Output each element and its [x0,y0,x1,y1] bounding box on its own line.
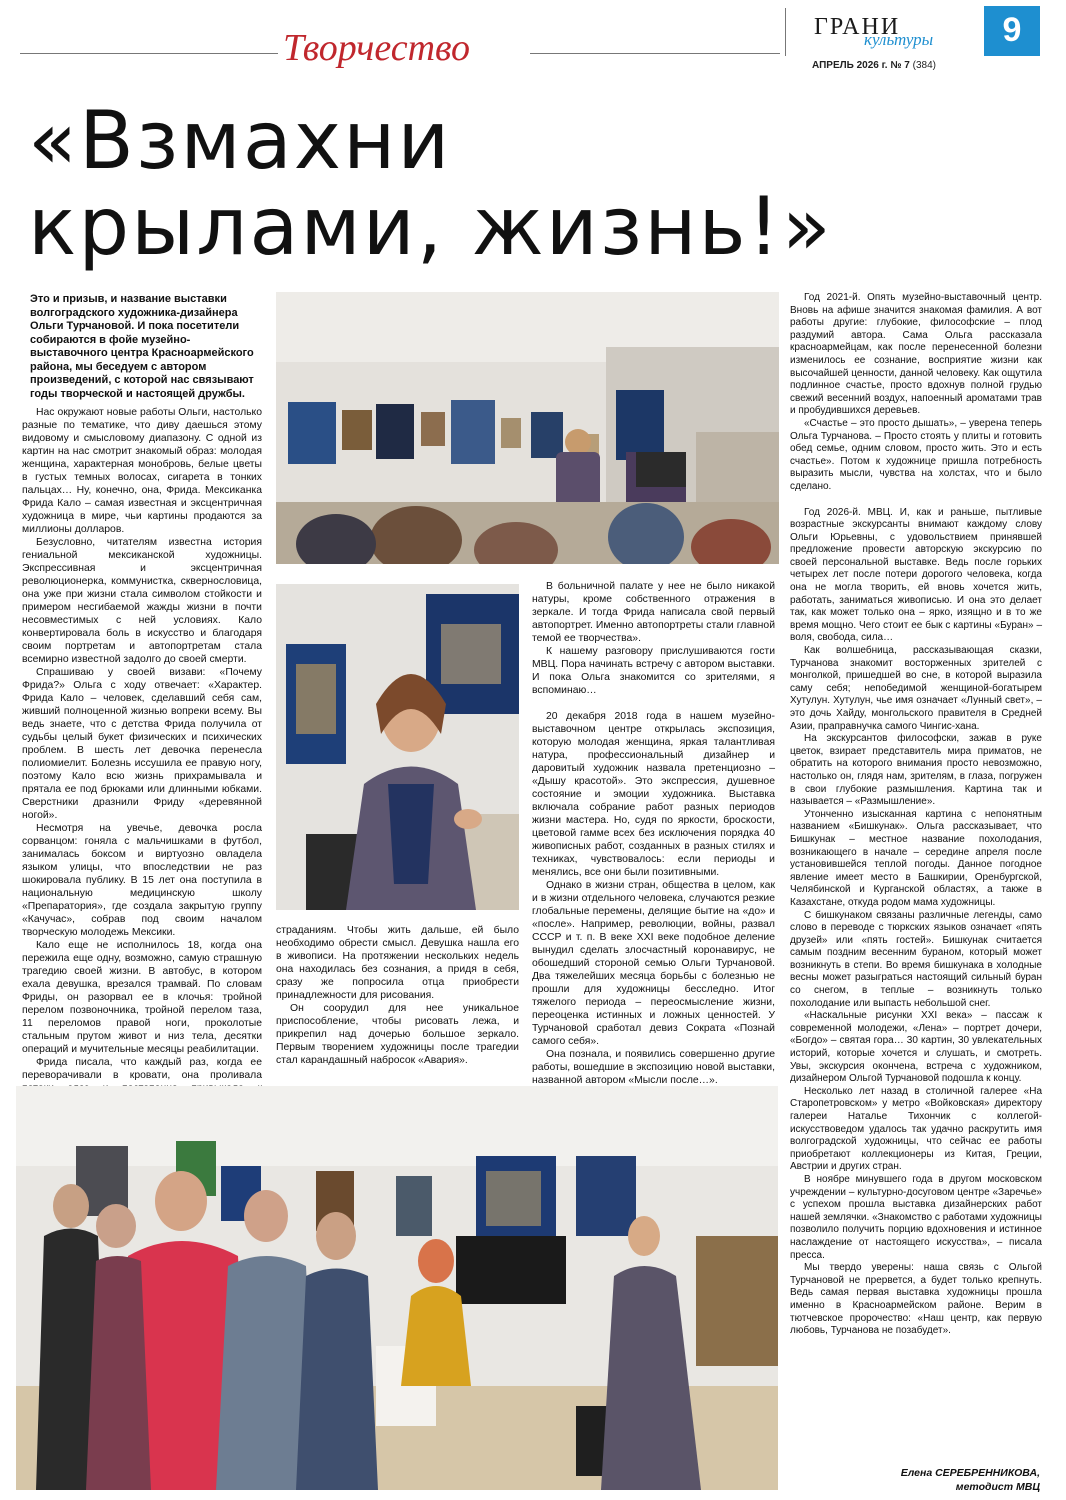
paragraph: «Счастье – это просто дышать», – уверена теперь Ольга Турчанова. – Просто стоять у плиты и готовить обед семье, одним словом, просто жить. Это и есть счастье». Потом к художнице пришла потребность выразить мысли, чувства на холстах, что и было сделано. [790,417,1042,492]
logo-main-text: ГРАНИ [814,14,901,40]
paragraph: Как волшебница, рассказывающая сказки, Турчанова знакомит восторженных зрителей с монголкой, пришедшей во сне, в которой выразила саму себя; непобедимой женщиной-богатырем Хутулун. Хутулун, чье имя означает «Лунный свет», – это дочь Хайду, монгольского правителя в Средней Азии, праправнучка самого Чингис-хана. [790,645,1042,732]
paragraph: 20 декабря 2018 года в нашем музейно-выставочном центре открылась экспозиция, которую молодая женщина, яркая талантливая натура, профессиональный дизайнер и даровитый художник назвала претенциозно – «Дышу красотой». Это экспрессия, душевное состояние и эмоции художника. Выставка включала собрание работ разных периодов жизни мастера. Но, судя по яркости, броскости, цветовой гамме всех без исключения порядка 40 живописных работ, созданных в разных стилях и техниках, чувствовалось: если периоды и менялись, все они были позитивными. [532,711,775,878]
photo-artist [276,584,519,910]
paragraph: В ноябре минувшего года в другом московском учреждении – культурно-досуговом центре «Заречье» с успехом прошла выставка дизайнерских работ нашей землячки. «Знакомство с работами художницы позволило получить порцию вдохновения и истинное наслаждение от настоящего искусства», – писала пресса. [790,1173,1042,1261]
header-rule-right [530,53,780,54]
paragraph: В больничной палате у нее не было никакой натуры, кроме собственного отражения в зеркале. И тогда Фрида написала свой первый автопортрет. Именно автопортреты стали главной темой ее творчества». [532,581,775,644]
photo-excursion [16,1086,778,1490]
photo-presentation-image [276,292,779,564]
section-rubric: Творчество [283,27,471,69]
paragraph: «Наскальные рисунки XXI века» – пассаж к современной молодежи, «Лена» – портрет дочери, «Богдо» – святая гора… 30 картин, 30 увлекательных историй, которые хочется и слушать, и смотреть. Увы, экскурсия окончена, встреча с художником, дизайнером Ольгой Турчановой подошла к концу. [790,1010,1042,1085]
author-signature [800,1466,1040,1494]
paragraph: Она познала, и появились совершенно другие работы, вошедшие в экспозицию новой выставки, названной автором «Мысли после…». [532,1049,775,1086]
page-number: 9 [984,6,1040,56]
author-role: методист МВЦ [955,1481,1040,1493]
headline-line-1: «Взмахни [28,94,452,187]
logo-sub-text: культуры [864,30,934,49]
column-3 [532,580,775,1087]
photo-presentation [276,292,779,564]
paragraph: Мы твердо уверены: наша связь с Ольгой Турчановой не прервется, а будет только крепнуть. Ведь самая первая выставка художницы прошла именно в Красноармейском районе. Верим в тютчевское пророчество: «Наш центр, как первую любовь, Турчанова не позабудет». [790,1262,1042,1337]
paragraph: Безусловно, читателям известна история гениальной мексиканской художницы. Экспрессивная и эксцентричная революционерка, коммунистка, сквернословица, она уже при жизни стала символом стойкости и примером несгибаемой жажды жизни в почти несовместимых с ней условиях. Кало конвертировала боль в искусство и благодаря своим портретам и автопортретам стала всемирно известной задолго до своей смерти. [22,537,262,665]
paragraph: Спрашиваю у своей визави: «Почему Фрида?» Ольга с ходу отвечает: «Характер. Фрида Кало – человек, сделавший себя сам, живший полноценной жизнью вопреки всему. Вы ведь знаете, что с детства Фрида получила от судьбы целый букет физических и психических проблем. В шесть лет девочка перенесла полиомиелит. Болезнь иссушила ее правую ногу, поэтому Кало всю жизнь прихрамывала и прятала ее под брюками или длинными юбками. Сверстники дразнили Фриду «деревянной ногой». [22,667,262,821]
paragraph: Утонченно изысканная картина с непонятным названием «Бишкунак». Ольга рассказывает, что Бишкунак – местное название похолодания, возникающего в начале – середине апреля после установившейся теплой погоды. Данное погодное явление имеет место в Башкирии, Оренбургской, Челябинской и Курганской областях, а также в Казахстане, откуда родом мама художницы. [790,808,1042,908]
paragraph: Он соорудил для нее уникальное приспособление, чтобы рисовать лежа, и прикрепил над дочерью большое зеркало. Первым творением художницы после трагедии стал карандашный набросок «Авария». [276,1003,519,1066]
paragraph: Год 2026-й. МВЦ. И, как и раньше, пытливые возрастные экскурсанты внимают каждому слову Ольги Юрьевны, с удовольствием принявшей предложение провести авторскую экскурсию по своей персональной выставке. Ведь после горьких четырех лет после потери дорогого человека, когда она не могла творить, ей вновь хочется жить, работать, заниматься живописью. И она это делает так, как может только она – ярко, изящно и в то же время мощно. Чего стоит ее бык с картины «Буран» – воля, свобода, сила… [790,506,1042,644]
paragraph: Фрида писала, что каждый раз, когда ее переворачивали в кровати, она проливала [22,1057,262,1081]
paragraph: Кало еще не исполнилось 18, когда она пережила еще одну, возможно, самую страшную трагедию своей жизни. В автобус, в котором ехала девушка, врезался трамвай. По словам Фриды, он разорвал ее в клочья: тройной перелом позвоночника, тройной перелом таза, 11 переломов правой ноги, проколотые стальным прутом живот и низ тела, десятки операций и мучительные месяцы реабилитации. [22,940,262,1055]
paragraph: Несмотря на увечье, девочка росла сорванцом: гоняла с мальчишками в футбол, занималась боксом и виртуозно овладела языком улицы, что впоследствии не раз шокировала публику. В 15 лет она поступила в национальную медицинскую школу «Препаратория», где создала закрытую группу «Качучас», собрав под своим началом творческую молодежь Мексики. [22,823,262,938]
issue-info [812,60,936,71]
paragraph: К нашему разговору прислушиваются гости МВЦ. Пора начинать встречу с автором выставки. И пока Ольга знакомится со зрителями, я вспоминаю… [532,646,775,696]
publication-logo [785,8,976,56]
paragraph: страданиям. Чтобы жить дальше, ей было необходимо обрести смысл. Девушка нашла его в живописи. На протяжении нескольких недель она находилась без сознания, а придя в себя, сразу же попросила отца приобрести принадлежности для рисования. [276,925,519,1001]
headline-line-2: крылами, жизнь!» [28,180,833,273]
photo-excursion-image [16,1086,778,1490]
column-1 [22,406,262,1108]
paragraph: На экскурсантов философски, зажав в руке цветок, взирает представитель мира приматов, не обратить на которого внимания просто невозможно, настолько он, глядя нам, зрителям, в глаза, погружен в свои глубокие размышления. Картина так и называется – «Размышление». [790,733,1042,808]
article-lead: Это и призыв, и название выставки волгоградского художника-дизайнера Ольги Турчановой. И пока посетители собираются в фойе музейно-выставочного центра Красноармейского района, мы беседуем с автором произведений, с которой нас связывают годы творческой и настоящей дружбы. [30,293,254,400]
paragraph: Однако в жизни стран, общества в целом, как и в жизни отдельного человека, случаются резкие глобальные перемены, делящие бытие на «до» и «после». Например, революции, войны, развал СССР и т. п. В веке XXI веке подобное деление вынудил сделать злосчастный коронавирус, не обошедший стороной семью Ольги Турчановой. Два тяжелейших месяца борьбы с болезнью не прошли для художницы бесследно. Итог тяжелого периода – переосмысление жизни, переоценка истинных и ложных ценностей. У Турчановой сработал девиз Сократа «Познай самого себя». [532,880,775,1047]
column-4 [790,292,1042,1338]
issue-total-number: (384) [912,60,936,71]
header-rule-left [20,53,278,54]
photo-artist-image [276,584,519,910]
author-name: Елена СЕРЕБРЕННИКОВА, [900,1467,1040,1479]
paragraph: Год 2021-й. Опять музейно-выставочный центр. Вновь на афише значится знакомая фамилия. А вот работы другие: глубокие, философские – плод раздумий автора. Сама Ольга рассказала красноармейцам, как после перенесенной болезни изменилось ее сознание, восприятие жизни как высочайшей ценности, данной человеку. Как ощутила подлинное счастье, просто вдохнув полной грудью свежий весенний воздух, напоенный ароматами трав и пробудившихся деревьев. [790,292,1042,417]
paragraph: Несколько лет назад в столичной галерее «На Старопетровском» у метро «Войковская» директору галереи Наталье Тихончик с коллегой-искусствоведом удалось так удачно раскрутить имя волгоградской художницы, что сейчас ее работы приобретают коллекционеры из Китая, Греции, Австрии и других стран. [790,1085,1042,1173]
issue-date: АПРЕЛЬ 2026 г. № 7 [812,60,910,71]
paragraph: С бишкунаком связаны различные легенды, само слово в переводе с тюркских языков означает «пять друзей» или «пять гостей». Бишкунак считается самым поздним весенним бураном, который может возникнуть в степи. Во время бишкунака в холодные весны может разыграться настоящий сильный буран со снегом, в теплые – возникнуть только похолодание или выпасть небольшой снег. [790,909,1042,1009]
column-2 [276,924,519,1067]
paragraph: Нас окружают новые работы Ольги, настолько разные по тематике, что диву даешься этому видовому и смысловому диапазону. С одной из картин на нас смотрит знакомый образ: молодая женщина, характерная монобровь, белые цветы в густых темных волосах, сигарета в тонких пальцах… Ну, конечно, она, Фрида. Мексиканка Фрида Кало – самая известная и эксцентричная художница в мире, чьи картины продаются за миллионы долларов. [22,407,262,535]
